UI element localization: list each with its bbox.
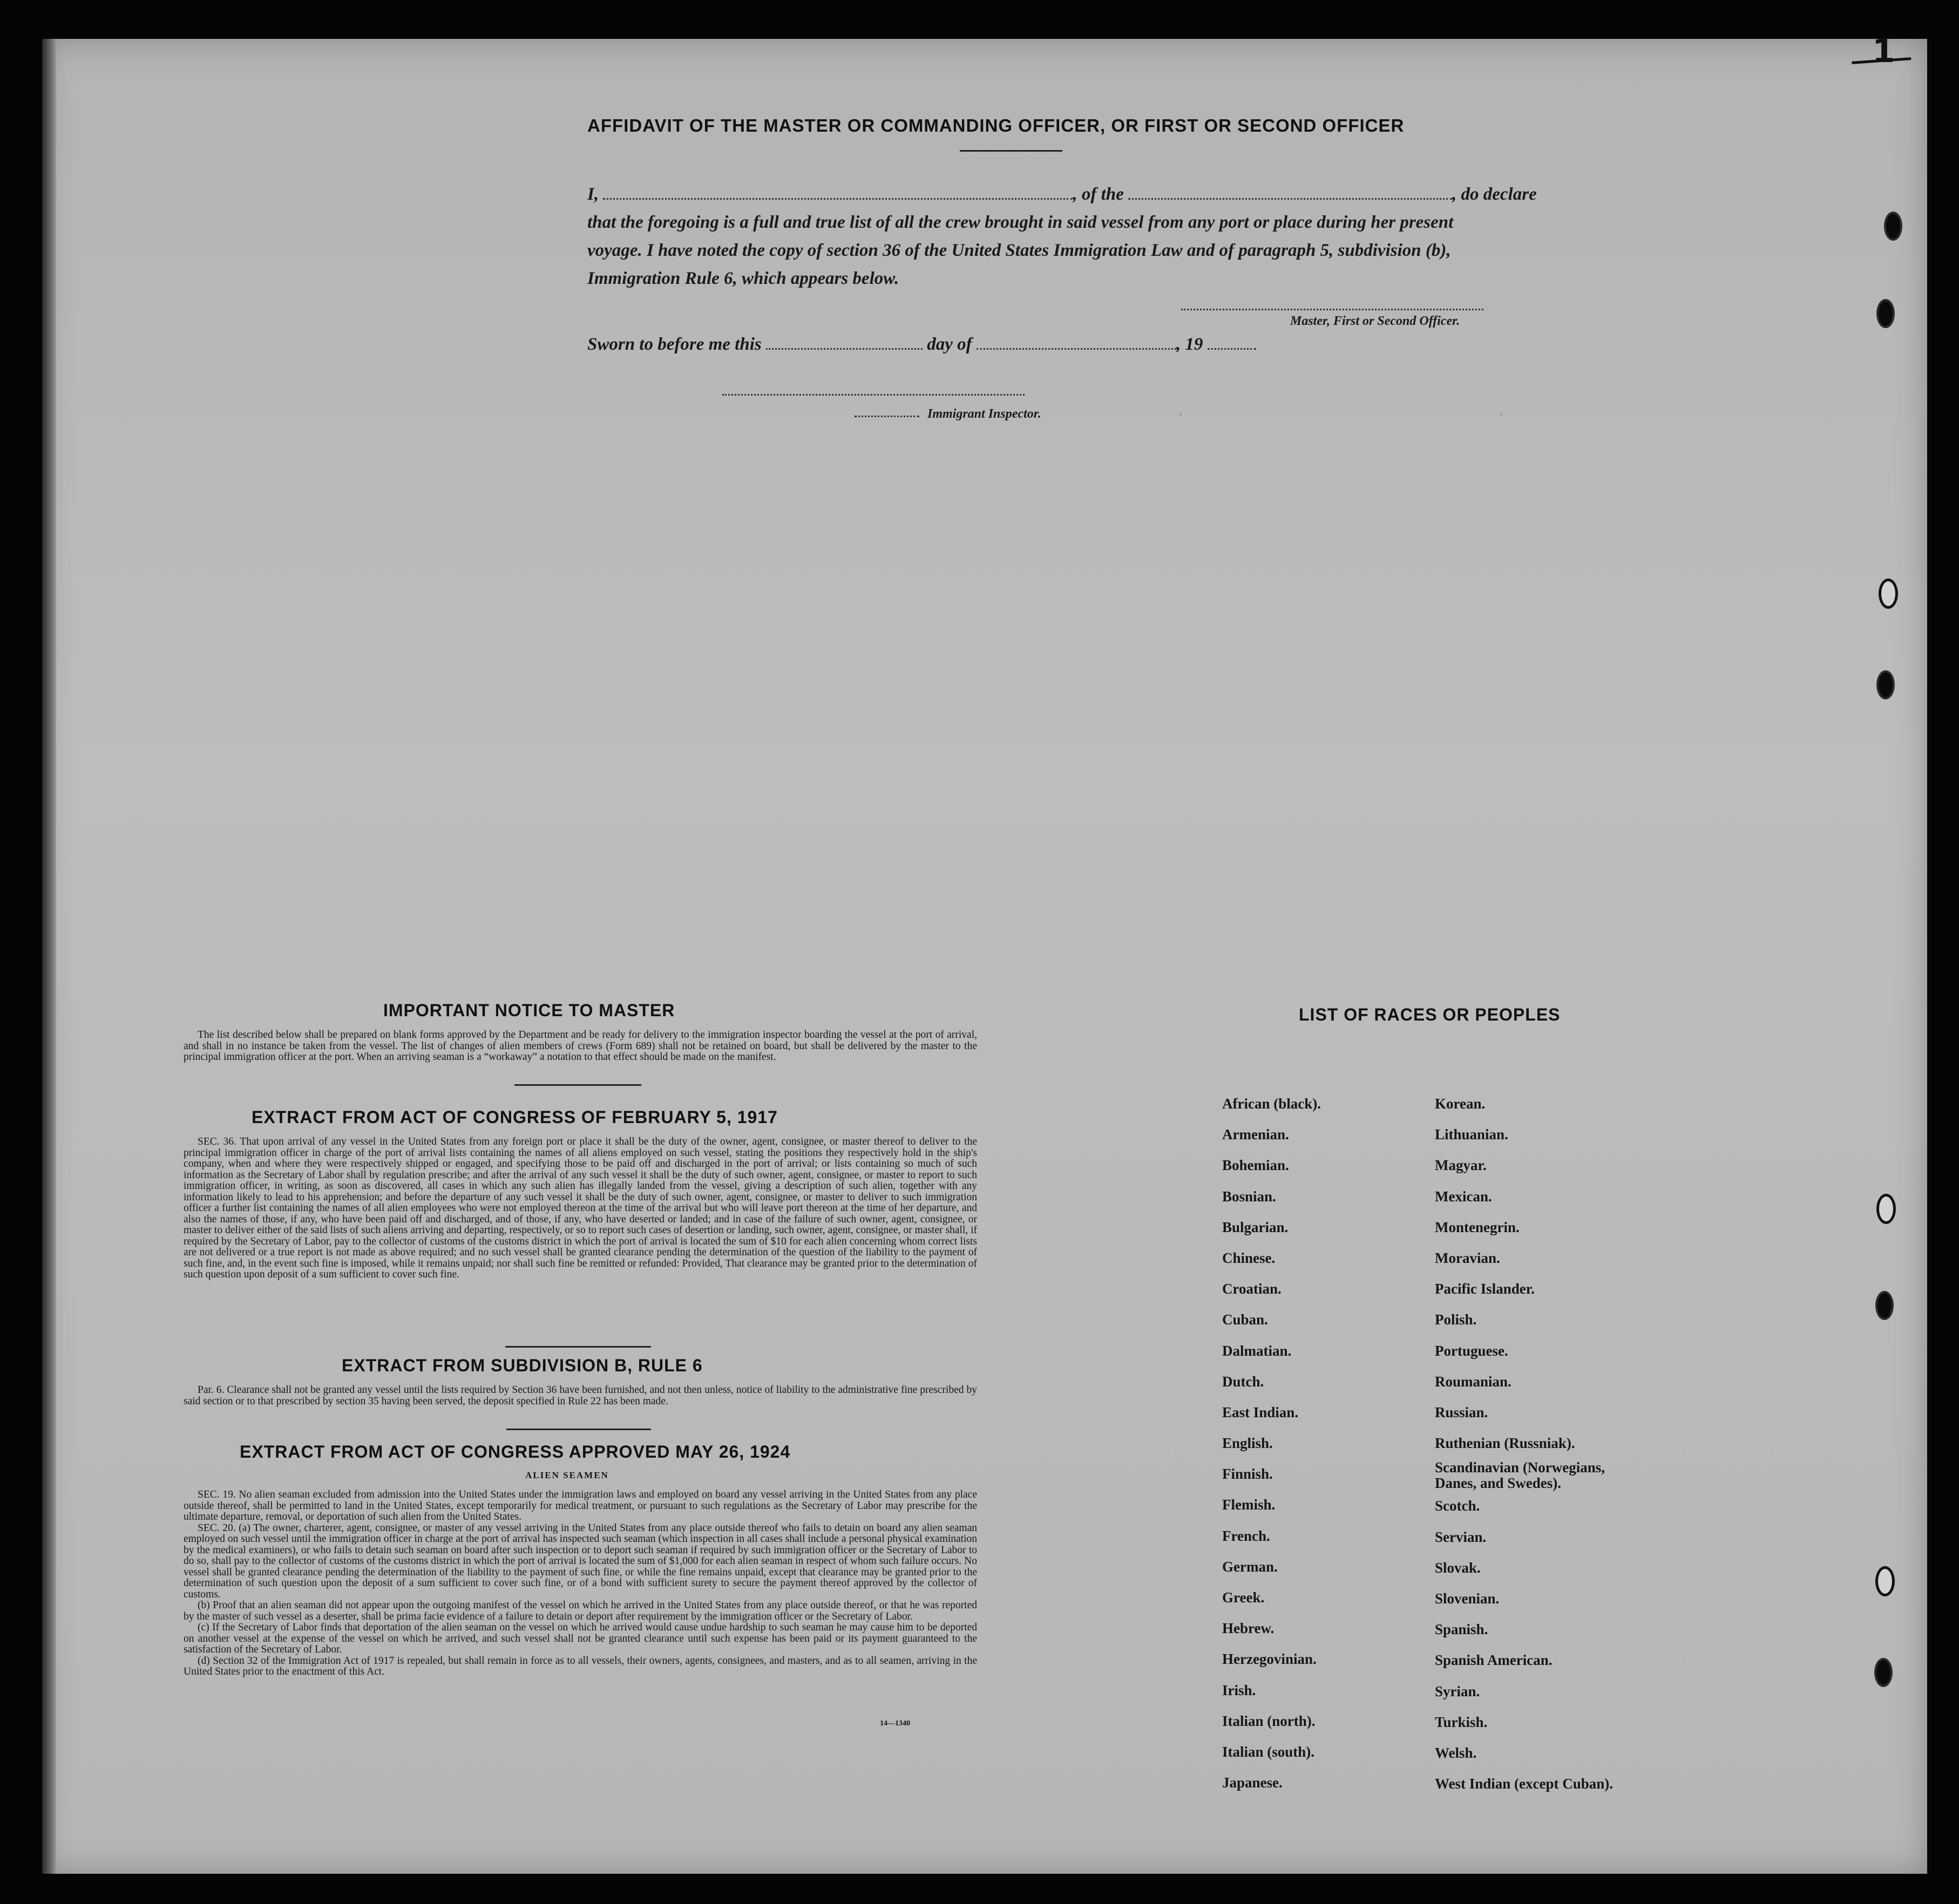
- race-item: Italian (south).: [1222, 1743, 1315, 1760]
- race-item: Polish.: [1435, 1311, 1477, 1328]
- race-item: Irish.: [1222, 1682, 1256, 1698]
- race-item: Magyar.: [1435, 1157, 1487, 1174]
- punch-hole: [1875, 1291, 1894, 1320]
- punch-hole: [1876, 670, 1895, 699]
- form-code: 14—1340: [880, 1719, 910, 1728]
- sworn-prefix: Sworn to before me this: [587, 335, 762, 354]
- inspector-signature-line: [722, 394, 1025, 396]
- race-item: Bohemian.: [1222, 1157, 1289, 1174]
- race-item: Hebrew.: [1222, 1620, 1275, 1637]
- rule-6-text: [184, 1385, 977, 1407]
- year-blank: [1208, 334, 1256, 350]
- affidavit-line-2: that the foregoing is a full and true list of all the crew brought in said vessel from any port or place during her present: [587, 213, 1454, 232]
- race-item: Cuban.: [1222, 1311, 1268, 1328]
- name-blank: [603, 184, 1073, 200]
- race-item: Mexican.: [1435, 1188, 1492, 1205]
- race-item: Russian.: [1435, 1404, 1488, 1420]
- race-item: East Indian.: [1222, 1404, 1299, 1420]
- races-left-column: [1222, 1089, 1321, 1798]
- punch-hole: [1884, 212, 1902, 241]
- extract-1917-text: [184, 1137, 977, 1281]
- notice-title: IMPORTANT NOTICE TO MASTER: [383, 1001, 675, 1020]
- race-item: Portuguese.: [1435, 1342, 1508, 1359]
- section-rule: [505, 1346, 651, 1348]
- races-right-column: [1435, 1089, 1640, 1799]
- race-item: Japanese.: [1222, 1774, 1283, 1791]
- master-label: Master, First or Second Officer.: [1290, 314, 1460, 328]
- section-rule: [506, 1429, 651, 1430]
- affidavit-line-4: Immigration Rule 6, which appears below.: [587, 269, 899, 288]
- race-item: Moravian.: [1435, 1249, 1500, 1266]
- race-item: Spanish American.: [1435, 1652, 1553, 1669]
- month-blank: [977, 334, 1176, 350]
- sworn-year: , 19: [1176, 335, 1203, 354]
- race-item: Slovak.: [1435, 1559, 1481, 1576]
- race-item: English.: [1222, 1435, 1273, 1452]
- race-item: Dutch.: [1222, 1373, 1264, 1390]
- race-item: Bulgarian.: [1222, 1219, 1289, 1235]
- sec-20d-paragraph: (d) Section 32 of the Immigration Act of 1917 is repealed, but shall remain in force as to all vessels, their owners, agents, consignees, and masters, and as to all seamen, arriving in the United States prior to the enactment of this Act.: [184, 1655, 977, 1677]
- race-item: German.: [1222, 1558, 1278, 1575]
- extract-1917-title: EXTRACT FROM ACT OF CONGRESS OF FEBRUARY 5, 1917: [252, 1107, 778, 1127]
- notice-text: [184, 1030, 977, 1063]
- race-item: Ruthenian (Russniak).: [1435, 1435, 1575, 1452]
- race-item: Chinese.: [1222, 1249, 1276, 1266]
- race-item: Korean.: [1435, 1096, 1486, 1112]
- bleed-through: · ·: [1176, 406, 1507, 424]
- rule-6-title: EXTRACT FROM SUBDIVISION B, RULE 6: [342, 1356, 703, 1375]
- inspector-label: Immigrant Inspector.: [927, 407, 1041, 421]
- race-item: Pacific Islander.: [1435, 1281, 1535, 1297]
- notice-paragraph: The list described below shall be prepared on blank forms approved by the Department and be ready for delivery to the immigration inspector boarding the vessel at the port of arrival, and shall in no instance be taken from the vessel. The list of changes of alien members of crews (Form 689) shall not be retained on board, but shall be delivered by the master to the principal immigration officer at the port. When an arriving seaman is a “workaway” a notation to that effect should be made on the manifest.: [184, 1029, 977, 1063]
- punch-hole: [1876, 299, 1895, 328]
- page-number: 1: [1872, 32, 1895, 70]
- alien-seamen-heading: ALIEN SEAMEN: [525, 1470, 609, 1480]
- race-item: Spanish.: [1435, 1621, 1488, 1638]
- race-item: Greek.: [1222, 1589, 1265, 1606]
- race-item: Flemish.: [1222, 1497, 1276, 1513]
- race-item: Herzegovinian.: [1222, 1651, 1317, 1668]
- race-item: Scandinavian (Norwegians, Danes, and Swedes).: [1435, 1459, 1605, 1492]
- race-item: Montenegrin.: [1435, 1219, 1520, 1235]
- race-item: Turkish.: [1435, 1713, 1488, 1730]
- section-rule: [514, 1084, 641, 1086]
- form-page: [42, 32, 1927, 1874]
- race-item: Welsh.: [1435, 1744, 1477, 1761]
- race-item: Syrian.: [1435, 1683, 1480, 1699]
- race-item: African (black).: [1222, 1096, 1321, 1112]
- day-blank: [766, 334, 923, 350]
- sec-20c-paragraph: (c) If the Secretary of Labor finds that deportation of the alien seaman on the vessel on which he arrived would cause undue hardship to such seaman he may cause him to be deported on another vessel at the expense of the vessel on which he arrived, and such vessel shall not be granted clearance until such expense has been paid or its payment guaranteed to the satisfaction of the Secretary of Labor.: [184, 1622, 977, 1655]
- sec-19-paragraph: SEC. 19. No alien seaman excluded from admission into the United States under the immigration laws and employed on board any vessel arriving in the United States from any place outside thereof, shall be permitted to land in the United States, except temporarily for medical treatment, or pursuant to such regulations as the Secretary of Labor may prescribe for the ultimate departure, removal, or deportation of such alien from the United States.: [184, 1489, 977, 1522]
- extract-1924-title: EXTRACT FROM ACT OF CONGRESS APPROVED MAY 26, 1924: [240, 1442, 791, 1461]
- affidavit-line-3: voyage. I have noted the copy of section 36 of the United States Immigration Law and of paragraph 5, subdivision (b),: [587, 241, 1451, 260]
- race-item: Bosnian.: [1222, 1188, 1276, 1205]
- race-item: Finnish.: [1222, 1466, 1273, 1483]
- sworn-line: [587, 330, 1586, 358]
- races-title: LIST OF RACES OR PEOPLES: [1299, 1005, 1561, 1024]
- race-item: West Indian (except Cuban).: [1435, 1776, 1614, 1792]
- punch-hole: [1876, 1194, 1896, 1224]
- race-item: Dalmatian.: [1222, 1342, 1292, 1359]
- rule-6-paragraph: Par. 6. Clearance shall not be granted any vessel until the lists required by Section 36 have been furnished, and not then unless, notice of liability to the administrative fine prescribed by said section or to that prescribed by section 35 having been served, the deposit specified in Rule 22 has been made.: [184, 1384, 977, 1407]
- affidavit-declare: , do declare: [1452, 185, 1537, 204]
- inspector-short-line: [855, 416, 919, 417]
- section-36-paragraph: SEC. 36. That upon arrival of any vessel in the United States from any foreign port or place it shall be the duty of the owner, agent, consignee, or master thereof to deliver to the principal immigration officer in charge of the port of arrival lists containing the names of all aliens employed on such vessel, stating the positions they respectively hold in the ship's company, when and where they were respectively shipped or engaged, and specifying those to be paid off and discharged in the port of arrival; or lists containing so much of such information as the Secretary of Labor shall by regulation prescribe; and after the arrival of any such vessel it shall be the duty of such owner, agent, consignee, or master to report to such immigration officer, in writing, as soon as discovered, all cases in which any such alien has illegally landed from the vessel, giving a description of such alien, together with any information likely to lead to his apprehension; and before the departure of any such vessel it shall be the duty of such owner, agent, consignee, or master to deliver to such immigration officer a further list containing the names of all alien employees who were not employed thereon at the time of the arrival but who will leave port thereon at the time of her departure, and also the names of those, if any, who have been paid off and discharged, and of those, if any, who have deserted or landed; and in case of the failure of such owner, agent, consignee, or master to deliver either of the said lists of such aliens arriving and departing, respectively, or so to report such cases of desertion or landing, such owner, agent, consignee, or master shall, if required by the Secretary of Labor, pay to the collector of customs of the customs district in which the port of arrival is located the sum of $10 for each alien concerning whom correct lists are not delivered or a true report is not made as above required; and no such vessel shall be granted clearance pending the determination of the question of the liability to the payment of such fine, and, in the event such fine is imposed, while it remains unpaid; nor shall such fine be remitted or refunded: Provided, That clearance may be granted prior to the determination of such question upon deposit of a sum sufficient to cover such fine.: [184, 1136, 977, 1280]
- sec-20b-paragraph: (b) Proof that an alien seaman did not appear upon the outgoing manifest of the vessel on which he arrived in the United States from any place outside thereof, or that he was reported by the master of such vessel as a deserter, shall be prima facie evidence of a failure to detain or deport after requirement by the immigration officer or the Secretary of Labor.: [184, 1600, 977, 1622]
- race-item: Lithuanian.: [1435, 1126, 1508, 1143]
- affidavit-of-the: , of the: [1073, 185, 1124, 204]
- vessel-blank: [1128, 184, 1452, 200]
- race-item: Slovenian.: [1435, 1590, 1500, 1607]
- race-item: Roumanian.: [1435, 1373, 1511, 1390]
- title-rule: [960, 150, 1062, 152]
- race-item: Armenian.: [1222, 1126, 1289, 1143]
- sworn-day: day of: [927, 335, 972, 354]
- race-item: Croatian.: [1222, 1281, 1282, 1297]
- punch-hole: [1875, 1566, 1895, 1596]
- affidavit-line-1: [587, 180, 1586, 208]
- race-item: Scotch.: [1435, 1498, 1480, 1514]
- affidavit-title: AFFIDAVIT OF THE MASTER OR COMMANDING OFFICER, OR FIRST OR SECOND OFFICER: [587, 115, 1405, 135]
- race-item: Italian (north).: [1222, 1712, 1316, 1729]
- punch-hole: [1874, 1658, 1893, 1687]
- punch-hole: [1879, 579, 1898, 609]
- race-item: French.: [1222, 1527, 1270, 1544]
- race-item: Servian.: [1435, 1528, 1487, 1545]
- master-signature-line: [1181, 309, 1483, 310]
- sec-20a-paragraph: SEC. 20. (a) The owner, charterer, agent, consignee, or master of any vessel arriving in the United States from any place outside thereof who fails to detain on board any alien seaman employed on such vessel until the immigration officer in charge at the port of arrival has inspected such seaman (which inspection in all cases shall include a personal physical examination by the medical examiners), or who fails to detain such seaman on board after such inspection or to deport such seaman if required by such immigration officer or the Secretary of Labor to do so, shall pay to the collector of customs of the customs district in which the port of arrival is located the sum of $1,000 for each alien seaman in respect of whom such failure occurs. No vessel shall be granted clearance pending the determination of the liability to the payment of such fine, or while the fine remains unpaid, except that clearance may be granted prior to the determination of such question upon the deposit of a sum sufficient to cover such fine, or of a bond with sufficient surety to secure the payment thereof approved by the collector of customs.: [184, 1522, 977, 1600]
- page-edge: [42, 39, 56, 1874]
- extract-1924-text: [184, 1490, 977, 1678]
- affidavit-i: I,: [587, 185, 599, 204]
